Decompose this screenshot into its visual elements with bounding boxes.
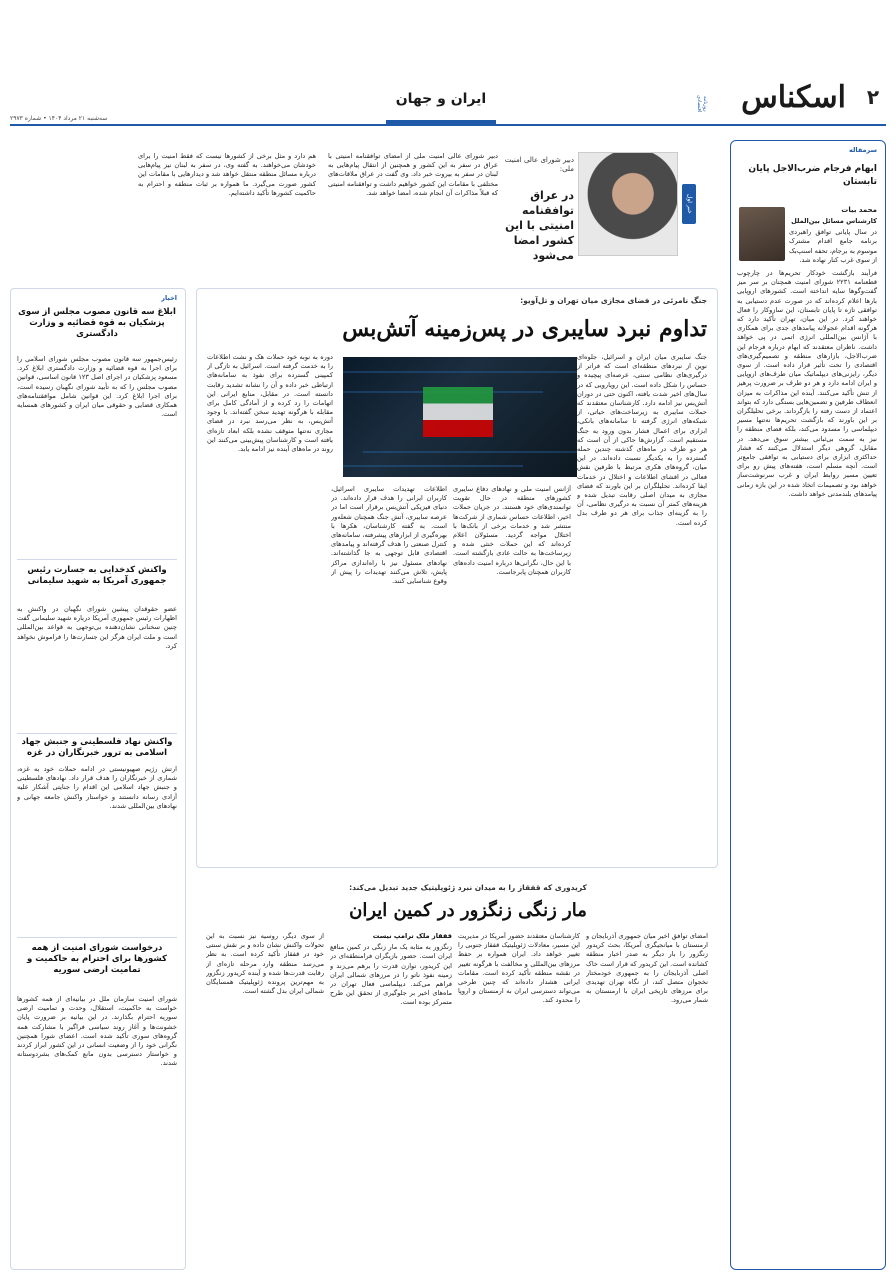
- editorial-lead-text: در سال پایانی توافق راهبردی برنامه جامع اقدام مشترک موسوم به برجام، تحفه اسنپ‌بک از سوی غرب کنار نهاده شد.: [789, 228, 877, 264]
- bottom-story-column-1: امضای توافق اخیر میان جمهوری آذربایجان و ارمنستان با میانجیگری آمریکا، بحث کریدور زنگزور را بار دیگر به صدر اخبار منطقه کشانده است. این کریدور که قرار است خاک اصلی آذربایجان را به جمهوری خودمختار نخجوان متصل کند، از نگاه تهران تهدیدی برای مرزهای تاریخی ایران با ارمنستان به شمار می‌رود.: [586, 932, 708, 1005]
- issue-date: سه‌شنبه ۲۱ مرداد ۱۴۰۴ • شماره ۲۹۷۳: [10, 115, 108, 122]
- editorial-column: [730, 140, 886, 1270]
- page-header: [10, 80, 886, 126]
- official-photo: [578, 152, 678, 256]
- bottom-story-subhead: قفقاز ملک ترامپ نیست: [372, 932, 452, 940]
- brief-body: عضو حقوقدان پیشین شورای نگهبان در واکنش به اظهارات رئیس جمهوری آمریکا درباره شهید سلیمانی گفت چنین سخنانی نشان‌دهنده بی‌توجهی به قواعد بین‌المللی است و ملت ایران هرگز این جسارت‌ها را فراموش نخواهد کرد.: [17, 605, 177, 650]
- main-story-column-4: دوره به نوبه خود حملات هک و نشت اطلاعات را به خدمت گرفته است. اسرائیل به تازگی از کمپینی گسترده برای نفوذ به سامانه‌های ارتباطی خبر داده و آن را نشانه تشدید رقابت دانسته است. در مقابل، منابع ایرانی این اتهامات را رد کرده و از آمادگی کامل برای مقابله با هرگونه تهدید سخن گفته‌اند. با وجود آتش‌بس، به نظر می‌رسد نبرد در فضای مجازی نه‌تنها متوقف نشده بلکه ابعاد تازه‌ای یافته است و کارشناسان پیش‌بینی می‌کنند این روند در ماه‌های آینده نیز ادامه یابد.: [207, 353, 333, 454]
- bottom-story: [196, 878, 718, 1270]
- iran-flag-icon: [423, 387, 493, 437]
- logo-subtitle: روزنامه اقتصادی: [696, 94, 708, 112]
- main-story: [196, 288, 718, 868]
- main-story-column-1: جنگ سایبری میان ایران و اسرائیل، جلوه‌ای نوین از نبردهای منطقه‌ای است که فراتر از درگیری‌های نظامی سنتی، عرصه‌ای پیچیده و حساس را شکل داده است. این رویارویی که در سال‌های اخیر شدت یافته، اکنون حتی در دوران آتش‌بس نیز ادامه دارد. کارشناسان معتقدند که حملات سایبری به زیرساخت‌های حیاتی، از شبکه‌های انرژی گرفته تا سامانه‌های بانکی، ابزاری برای اعمال فشار بدون ورود به جنگ مستقیم است. گزارش‌ها حاکی از آن است که هر دو طرف در ماه‌های گذشته چندین حمله گسترده را به یکدیگر نسبت داده‌اند. در این میان، گروه‌های هکری مرتبط با طرفین نقش فعالی در افشای اطلاعات و اختلال در خدمات ایفا کرده‌اند. تحلیلگران بر این باورند که فضای مجازی به میدان اصلی رقابت تبدیل شده و هزینه‌های کمتر آن نسبت به درگیری نظامی، آن را به گزینه‌ای جذاب برای هر دو طرف بدل کرده است.: [577, 353, 707, 527]
- code-line: [343, 371, 577, 373]
- cyber-war-photo: [343, 357, 577, 477]
- top-news-tab: خبر اول: [682, 184, 696, 224]
- main-story-kicker: جنگ نامرئی در فضای مجازی میان تهران و تل‌آویو:: [520, 296, 707, 305]
- top-news: [138, 140, 718, 270]
- editorial-tab: سرمقاله: [849, 146, 877, 154]
- brief-body: شورای امنیت سازمان ملل در بیانیه‌ای از همه کشورها خواست به حاکمیت، استقلال، وحدت و تمامیت ارضی سوریه احترام بگذارند. در این بیانیه بر ضرورت پایان خشونت‌ها و آغاز روند سیاسی فراگیر با مشارکت همه گروه‌های سوری تأکید شده است. اعضای شورا همچنین نگرانی خود را از وضعیت انسانی در این کشور ابراز کردند و خواستار دسترسی بدون مانع کمک‌های بشردوستانه شدند.: [17, 995, 177, 1068]
- code-line: [363, 451, 577, 453]
- main-story-title: تداوم نبرد سایبری در پس‌زمینه آتش‌بس: [342, 316, 707, 342]
- bottom-story-column-2: [458, 932, 580, 1262]
- top-news-title: در عراق توافقنامه امنیتی با این کشور امضا می‌شود: [505, 189, 574, 262]
- top-news-kicker: دبیر شورای عالی امنیت ملی:: [504, 156, 574, 173]
- brief-title: درخواست شورای امنیت از همه کشورها برای احترام به حاکمیت و تمامیت ارضی سوریه: [27, 943, 167, 975]
- editorial-lead: [789, 217, 877, 267]
- brief-title: ابلاغ سه قانون مصوب مجلس از سوی پزشکیان به قوه قضائیه و وزارت دادگستری: [18, 307, 176, 339]
- newspaper-logo: اسکناس: [741, 80, 846, 115]
- author-role: کارشناس مسائل بین‌الملل: [791, 217, 877, 225]
- bottom-story-text: زنگزور به مثابه یک مار زنگی در کمین منافع ایران است. حضور بازیگران فرامنطقه‌ای در این کریدور، توازن قدرت را برهم می‌زند و زمینه نفوذ ناتو را در مرزهای شمالی ایران فراهم می‌کند. دیپلماسی فعال تهران در ماه‌های اخیر بر جلوگیری از تحقق این طرح متمرکز بوده است.: [330, 943, 452, 1007]
- section-title: ایران و جهان: [386, 80, 496, 124]
- divider: [17, 559, 177, 560]
- bottom-story-column-4: از سوی دیگر، روسیه نیز نسبت به این تحولات واکنش نشان داده و بر نقش سنتی خود در قفقاز تأکید کرده است. به نظر می‌رسد منطقه وارد مرحله تازه‌ای از رقابت قدرت‌ها شده و آینده کریدور زنگزور به مهم‌ترین پرونده ژئوپلیتیک همسایگان شمالی ایران بدل گشته است.: [206, 932, 324, 996]
- top-news-body-2: هم دارد و مثل برخی از کشورها نیست که فقط امنیت را برای خودشان می‌خواهند. به گفته وی، در سفر به لبنان نیز پیام‌هایی درباره مسائل منطقه منتقل خواهد شد و دیدارهایی با مقامات این کشور صورت می‌گیرد. ما همواره بر ثبات منطقه و احترام به حاکمیت کشورها تأکید داشته‌ایم.: [138, 152, 316, 197]
- bottom-story-column-3: [330, 932, 452, 1262]
- code-line: [343, 465, 523, 467]
- divider: [17, 937, 177, 938]
- news-briefs: [10, 288, 186, 1270]
- divider: [17, 733, 177, 734]
- main-story-column-3: اطلاعات تهدیدات سایبری اسرائیل، کاربران ایرانی را هدف قرار داده‌اند. در دنیای فیزیکی آتش‌بس برقرار است اما در عرصه سایبری، آتش جنگ همچنان شعله‌ور است. به گفته کارشناسان، هکرها با بهره‌گیری از ابزارهای پیشرفته، سامانه‌های کنترل صنعتی را هدف گرفته‌اند و پیامدهای اقتصادی قابل توجهی به جا گذاشته‌اند. نهادهای مسئول نیز با راه‌اندازی مراکز پایش، تلاش می‌کنند تهدیدات را پیش از وقوع شناسایی کنند.: [331, 485, 447, 586]
- author-name: محمد بیات: [841, 206, 877, 214]
- brief-body: ارتش رژیم صهیونیستی در ادامه حملات خود به غزه، شماری از خبرنگاران را هدف قرار داد. نهادهای فلسطینی و جنبش جهاد اسلامی این اقدام را جنایتی آشکار علیه آزادی رسانه دانستند و خواستار واکنش جامعه جهانی و نهادهای بین‌المللی شدند.: [17, 765, 177, 810]
- main-story-column-2: آژانس امنیت ملی و نهادهای دفاع سایبری کشورهای منطقه در حال تقویت توانمندی‌های خود هستند. در جریان حملات اخیر، اطلاعات حساس شماری از شرکت‌ها منتشر شد و خدمات برخی از بانک‌ها با اختلال مواجه گردید. مسئولان اعلام کرده‌اند که این حملات خنثی شده و زیرساخت‌ها به حالت عادی بازگشته است. با این حال، نگرانی‌ها درباره امنیت داده‌های کاربران همچنان پابرجاست.: [453, 485, 571, 576]
- top-news-body-1: دبیر شورای عالی امنیت ملی از امضای توافقنامه امنیتی با عراق در سفر به این کشور و همچنین از انتقال پیام‌هایی به لبنان در سفر به بیروت خبر داد. وی گفت در عراق ملاقات‌های مختلفی با مقامات این کشور خواهیم داشت و توافقنامه امنیتی که قبلاً مذاکرات آن انجام شده، امضا خواهد شد.: [328, 152, 498, 197]
- page-number: ۲: [866, 85, 880, 109]
- editorial-title: ابهام فرجام ضرب‌الاجل پایان تابستان: [748, 164, 877, 187]
- brief-title: واکنش کدخدایی به جسارت رئیس جمهوری آمریکا به شهید سلیمانی: [27, 565, 167, 586]
- brief-title: واکنش نهاد فلسطینی و جنبش جهاد اسلامی به ترور خبرنگاران در غزه: [21, 737, 173, 758]
- briefs-tab: اخبار: [161, 294, 177, 302]
- bottom-story-text: کارشناسان معتقدند حضور آمریکا در مدیریت این مسیر، معادلات ژئوپلیتیک قفقاز جنوبی را تغییر خواهد داد. ایران همواره بر حفظ مرزهای بین‌المللی و مخالفت با هرگونه تغییر در نقشه منطقه تأکید کرده است. مقامات ایرانی هشدار داده‌اند که چنین طرحی می‌تواند دسترسی ایران به ارمنستان و اروپا را محدود کند.: [458, 932, 580, 1005]
- editorial-body: فرآیند بازگشت خودکار تحریم‌ها در چارچوب قطعنامه ۲۲۳۱ شورای امنیت همچنان بر سر میز گفت‌وگوها سایه انداخته است. کشورهای اروپایی بارها اعلام کرده‌اند که در صورت عدم دستیابی به توافقی تازه تا پایان تابستان، این سازوکار را فعال خواهند کرد. در این میان، تهران تأکید دارد که هرگونه اقدام عجولانه پیامدهای جدی برای همکاری با آژانس بین‌المللی انرژی اتمی در پی خواهد داشت. ناظران معتقدند که ابهام درباره فرجام این ضرب‌الاجل، بازارهای منطقه و تصمیم‌گیری‌های اقتصادی را تحت تأثیر قرار داده است. از سوی دیگر، رایزنی‌های دیپلماتیک میان طرف‌های اروپایی و ایران ادامه دارد و هر دو طرف بر ضرورت پرهیز از تنش تأکید می‌کنند. آینده این مذاکرات به میزان انعطاف طرفین و تضمین‌هایی بستگی دارد که بتواند اعتماد از دست رفته را بازگرداند. برخی تحلیلگران بر این باورند که بازگشت تحریم‌ها نه‌تنها مسیر دیپلماسی را مسدود می‌کند، بلکه فضای منطقه را نیز به سمت بی‌ثباتی بیشتر سوق می‌دهد. در مقابل، گروهی دیگر استدلال می‌کنند که فشار حداکثری ابزاری برای دستیابی به توافقی جامع‌تر است. آنچه مسلم است، هفته‌های پیش رو برای تعیین مسیر روابط ایران و غرب سرنوشت‌ساز خواهد بود و تصمیمات اتخاذ شده در این بازه زمانی پیامدهای بلندمدتی خواهد داشت.: [737, 269, 877, 498]
- brief-body: رئیس‌جمهور سه قانون مصوب مجلس شورای اسلامی را برای اجرا به قوه قضائیه و وزارت دادگستری ابلاغ کرد. مسعود پزشکیان در اجرای اصل ۱۲۳ قانون اساسی، قوانین مصوب مجلس را که به تأیید شورای نگهبان رسیده است، برای اجرا ابلاغ کرد. این قوانین شامل موافقتنامه‌های همکاری قضایی و حقوقی میان ایران و کشورهای همسایه است.: [17, 355, 177, 419]
- bottom-story-kicker: کریدوری که قفقاز را به میدان نبرد ژئوپلیتیک جدید تبدیل می‌کند:: [349, 883, 587, 892]
- author-photo: [739, 207, 785, 261]
- bottom-story-title: مار زنگی زنگزور در کمین ایران: [349, 900, 587, 921]
